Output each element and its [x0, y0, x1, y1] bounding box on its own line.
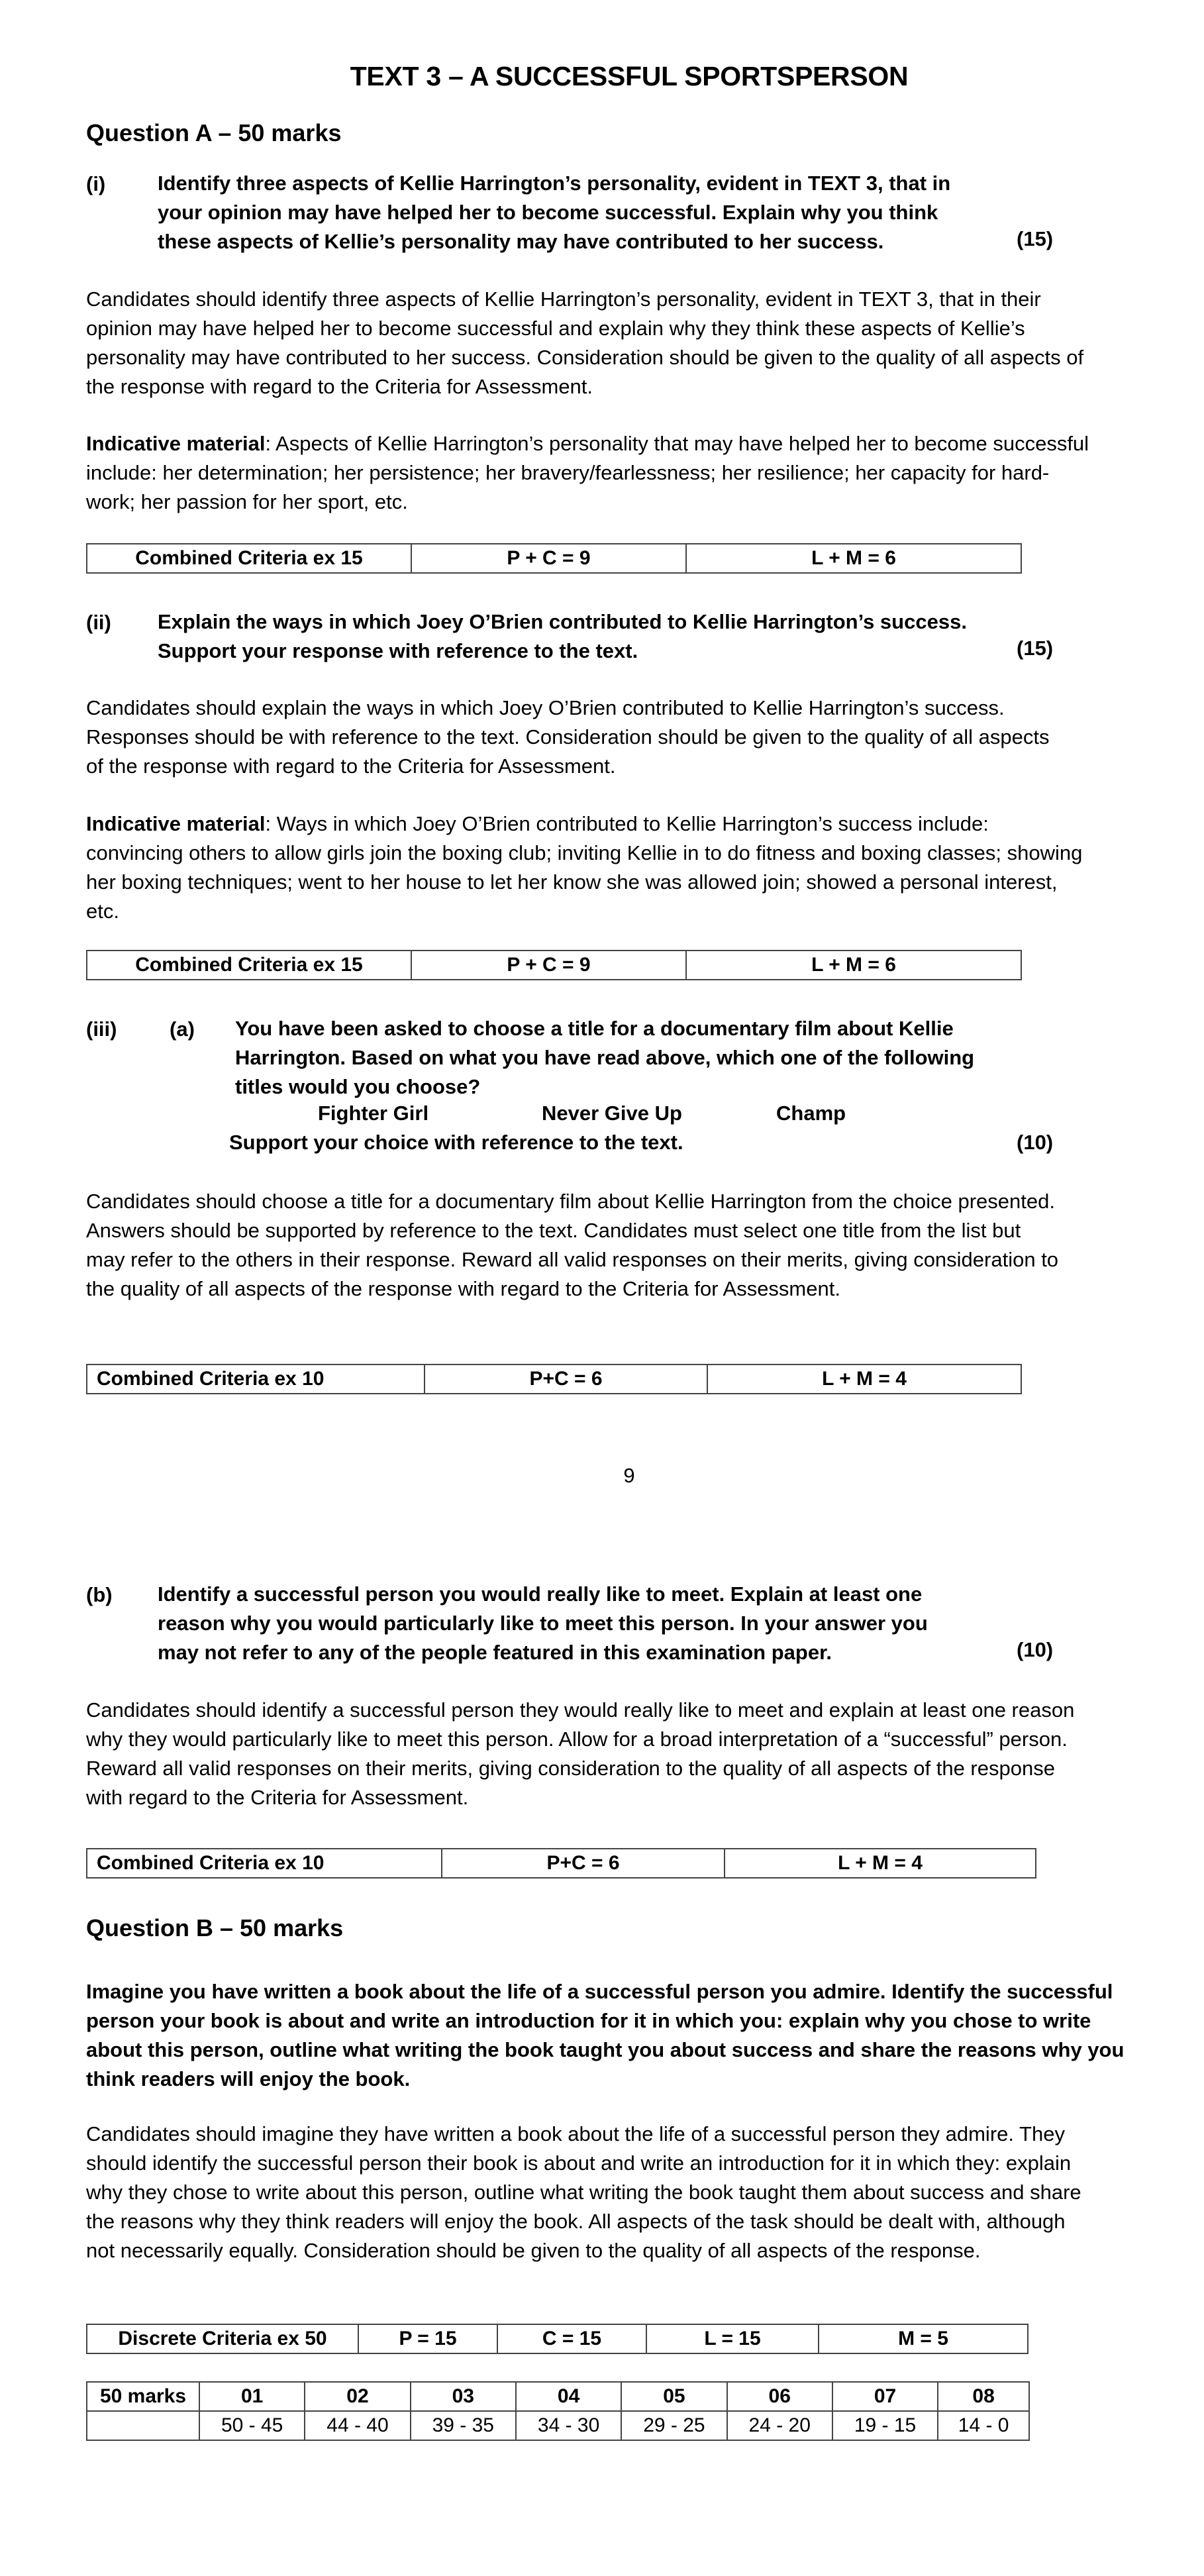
criteria-cell: C = 15 [497, 2324, 646, 2353]
paragraph-line: her boxing techniques; went to her house to let her know she was allowed join; showed a personal interest, [86, 870, 1058, 894]
range-row [87, 2411, 1029, 2440]
question-line: You have been asked to choose a title for a documentary film about Kellie [235, 1017, 954, 1040]
question-number: (iii) [86, 1017, 117, 1041]
paragraph-line: the reasons why they think readers will enjoy the book. All aspects of the task should be dealt with, although [86, 2210, 1066, 2233]
marking-guidance [86, 1187, 1166, 1304]
question-text [158, 607, 1025, 666]
paragraph-line: : Aspects of Kellie Harrington’s personality that may have helped her to become successful [265, 432, 1089, 455]
paragraph-line: etc. [86, 900, 119, 923]
marks-label: (10) [1017, 1638, 1054, 1661]
question-line: your opinion may have helped her to become successful. Explain why you think [158, 201, 938, 224]
marking-guidance [86, 1696, 1166, 1812]
grade-cell: 01 [199, 2382, 305, 2411]
indicative-material [86, 809, 1166, 926]
range-cell: 50 - 45 [199, 2411, 305, 2440]
criteria-cell: Discrete Criteria ex 50 [87, 2324, 358, 2353]
criteria-cell: P + C = 9 [411, 951, 686, 980]
criteria-table [86, 950, 1022, 980]
question-line: Identify three aspects of Kellie Harrington’s personality, evident in TEXT 3, that in [158, 172, 951, 195]
support-instruction: Support your choice with reference to the text. [229, 1131, 683, 1154]
grade-cell: 03 [411, 2382, 516, 2411]
question-line: about this person, outline what writing the book taught you about success and share the reasons why you [86, 2038, 1125, 2061]
question-number: (i) [86, 172, 106, 195]
marking-guidance [86, 285, 1166, 401]
criteria-cell: P = 15 [358, 2324, 497, 2353]
paragraph-line: may refer to the others in their response. Reward all valid responses on their merits, giving consideration to [86, 1248, 1059, 1271]
sub-question-number: (a) [170, 1017, 195, 1041]
title-option: Never Give Up [542, 1102, 682, 1125]
criteria-cell: Combined Criteria ex 15 [87, 544, 411, 573]
criteria-cell: L + M = 6 [686, 544, 1021, 573]
grade-cell: 02 [305, 2382, 410, 2411]
question-number: (ii) [86, 611, 111, 634]
paragraph-line: Answers should be supported by reference to the text. Candidates must select one title from the list but [86, 1219, 1021, 1242]
criteria-cell: L = 15 [646, 2324, 819, 2353]
indicative-material [86, 429, 1166, 517]
question-text [235, 1014, 1017, 1102]
criteria-table [86, 1364, 1022, 1394]
paragraph-line: work; her passion for her sport, etc. [86, 490, 408, 513]
range-cell: 14 - 0 [938, 2411, 1029, 2440]
question-text [158, 169, 1025, 256]
question-line: Harrington. Based on what you have read above, which one of the following [235, 1046, 975, 1069]
criteria-cell: L + M = 4 [707, 1365, 1021, 1394]
paragraph-line: Candidates should imagine they have written a book about the life of a successful person they admire. They [86, 2122, 1065, 2145]
question-line: Imagine you have written a book about the life of a successful person you admire. Identify the successful [86, 1980, 1113, 2003]
criteria-cell: Combined Criteria ex 10 [87, 1849, 442, 1878]
paragraph-line: convincing others to allow girls join the boxing club; inviting Kellie in to do fitness and boxing classes; showing [86, 841, 1083, 864]
indicative-label: Indicative material [86, 812, 266, 835]
paragraph-line: Responses should be with reference to the text. Consideration should be given to the quality of all aspects [86, 725, 1050, 748]
paragraph-line: with regard to the Criteria for Assessment. [86, 1786, 469, 1809]
question-line: Identify a successful person you would really like to meet. Explain at least one [158, 1582, 923, 1606]
range-cell: 34 - 30 [516, 2411, 621, 2440]
grade-row [87, 2382, 1029, 2411]
title-option: Champ [776, 1102, 846, 1125]
paragraph-line: opinion may have helped her to become successful and explain why they think these aspects of Kellie’s [86, 317, 1025, 340]
criteria-cell: M = 5 [819, 2324, 1028, 2353]
paragraph-line: why they would particularly like to meet this person. Allow for a broad interpretation of a “successful” person. [86, 1727, 1068, 1751]
paragraph-line: Candidates should choose a title for a documentary film about Kellie Harrington from the choice presented. [86, 1190, 1055, 1213]
question-line: may not refer to any of the people featured in this examination paper. [158, 1641, 832, 1664]
paragraph-line: of the response with regard to the Criteria for Assessment. [86, 754, 616, 778]
criteria-cell: Combined Criteria ex 10 [87, 1365, 425, 1394]
criteria-table [86, 2324, 1028, 2354]
marks-label: (10) [1017, 1131, 1054, 1154]
title-option: Fighter Girl [318, 1102, 429, 1125]
grade-cell: 06 [727, 2382, 832, 2411]
range-cell: 24 - 20 [727, 2411, 832, 2440]
document-title: TEXT 3 – A SUCCESSFUL SPORTSPERSON [350, 61, 909, 91]
criteria-cell: L + M = 4 [725, 1849, 1036, 1878]
paragraph-line: should identify the successful person their book is about and write an introduction for it in which they: explain [86, 2151, 1072, 2175]
paragraph-line: Candidates should identify three aspects of Kellie Harrington’s personality, evident in TEXT 3, that in their [86, 287, 1041, 311]
question-line: person your book is about and write an introduction for it in which you: explain why you chose to write [86, 2009, 1091, 2032]
sub-question-number: (b) [86, 1583, 113, 1606]
criteria-cell: Combined Criteria ex 15 [87, 951, 411, 980]
question-line: Explain the ways in which Joey O’Brien contributed to Kellie Harrington’s success. [158, 610, 967, 633]
marking-guidance [86, 694, 1166, 781]
indicative-label: Indicative material [86, 432, 266, 455]
paragraph-line: Candidates should explain the ways in which Joey O’Brien contributed to Kellie Harrington’s success. [86, 696, 1005, 719]
empty-cell [87, 2411, 199, 2440]
paragraph-line: personality may have contributed to her success. Consideration should be given to the quality of all aspects of [86, 346, 1084, 369]
paragraph-line: the response with regard to the Criteria for Assessment. [86, 375, 593, 398]
question-line: these aspects of Kellie’s personality may have contributed to her success. [158, 230, 884, 253]
grade-cell: 04 [516, 2382, 621, 2411]
question-b-heading: Question B – 50 marks [86, 1914, 344, 1941]
criteria-cell: P+C = 6 [425, 1365, 707, 1394]
question-line: think readers will enjoy the book. [86, 2067, 411, 2090]
question-line: Support your response with reference to the text. [158, 639, 638, 662]
grade-cell: 07 [832, 2382, 938, 2411]
criteria-cell: L + M = 6 [686, 951, 1021, 980]
paragraph-line: why they chose to write about this person, outline what writing the book taught them about success and share [86, 2181, 1081, 2204]
marking-guidance [86, 2120, 1166, 2265]
paragraph-line: : Ways in which Joey O’Brien contributed to Kellie Harrington’s success include: [265, 812, 989, 835]
grade-cell: 05 [621, 2382, 727, 2411]
paragraph-line: the quality of all aspects of the response with regard to the Criteria for Assessment. [86, 1277, 840, 1300]
range-cell: 44 - 40 [305, 2411, 410, 2440]
page-number: 9 [623, 1464, 635, 1487]
question-text [158, 1580, 1025, 1667]
marks-label: (15) [1017, 637, 1054, 660]
paragraph-line: Reward all valid responses on their merits, giving consideration to the quality of all aspects of the response [86, 1757, 1055, 1780]
range-cell: 39 - 35 [411, 2411, 516, 2440]
question-line: reason why you would particularly like to meet this person. In your answer you [158, 1612, 928, 1635]
range-cell: 29 - 25 [621, 2411, 727, 2440]
paragraph-line: Candidates should identify a successful person they would really like to meet and explain at least one reason [86, 1698, 1075, 1722]
question-text [86, 1977, 1166, 2094]
criteria-cell: P + C = 9 [411, 544, 686, 573]
criteria-table [86, 543, 1022, 574]
grade-cell: 08 [938, 2382, 1029, 2411]
paragraph-line: include: her determination; her persistence; her bravery/fearlessness; her resilience; her capacity for hard- [86, 461, 1050, 484]
grade-table-label: 50 marks [87, 2382, 199, 2411]
marks-label: (15) [1017, 227, 1054, 250]
criteria-table [86, 1848, 1036, 1879]
paragraph-line: not necessarily equally. Consideration should be given to the quality of all aspects of the response. [86, 2239, 981, 2262]
question-a-heading: Question A – 50 marks [86, 119, 342, 146]
grade-table [86, 2381, 1030, 2441]
criteria-cell: P+C = 6 [442, 1849, 725, 1878]
question-line: titles would you choose? [235, 1075, 481, 1098]
range-cell: 19 - 15 [832, 2411, 938, 2440]
